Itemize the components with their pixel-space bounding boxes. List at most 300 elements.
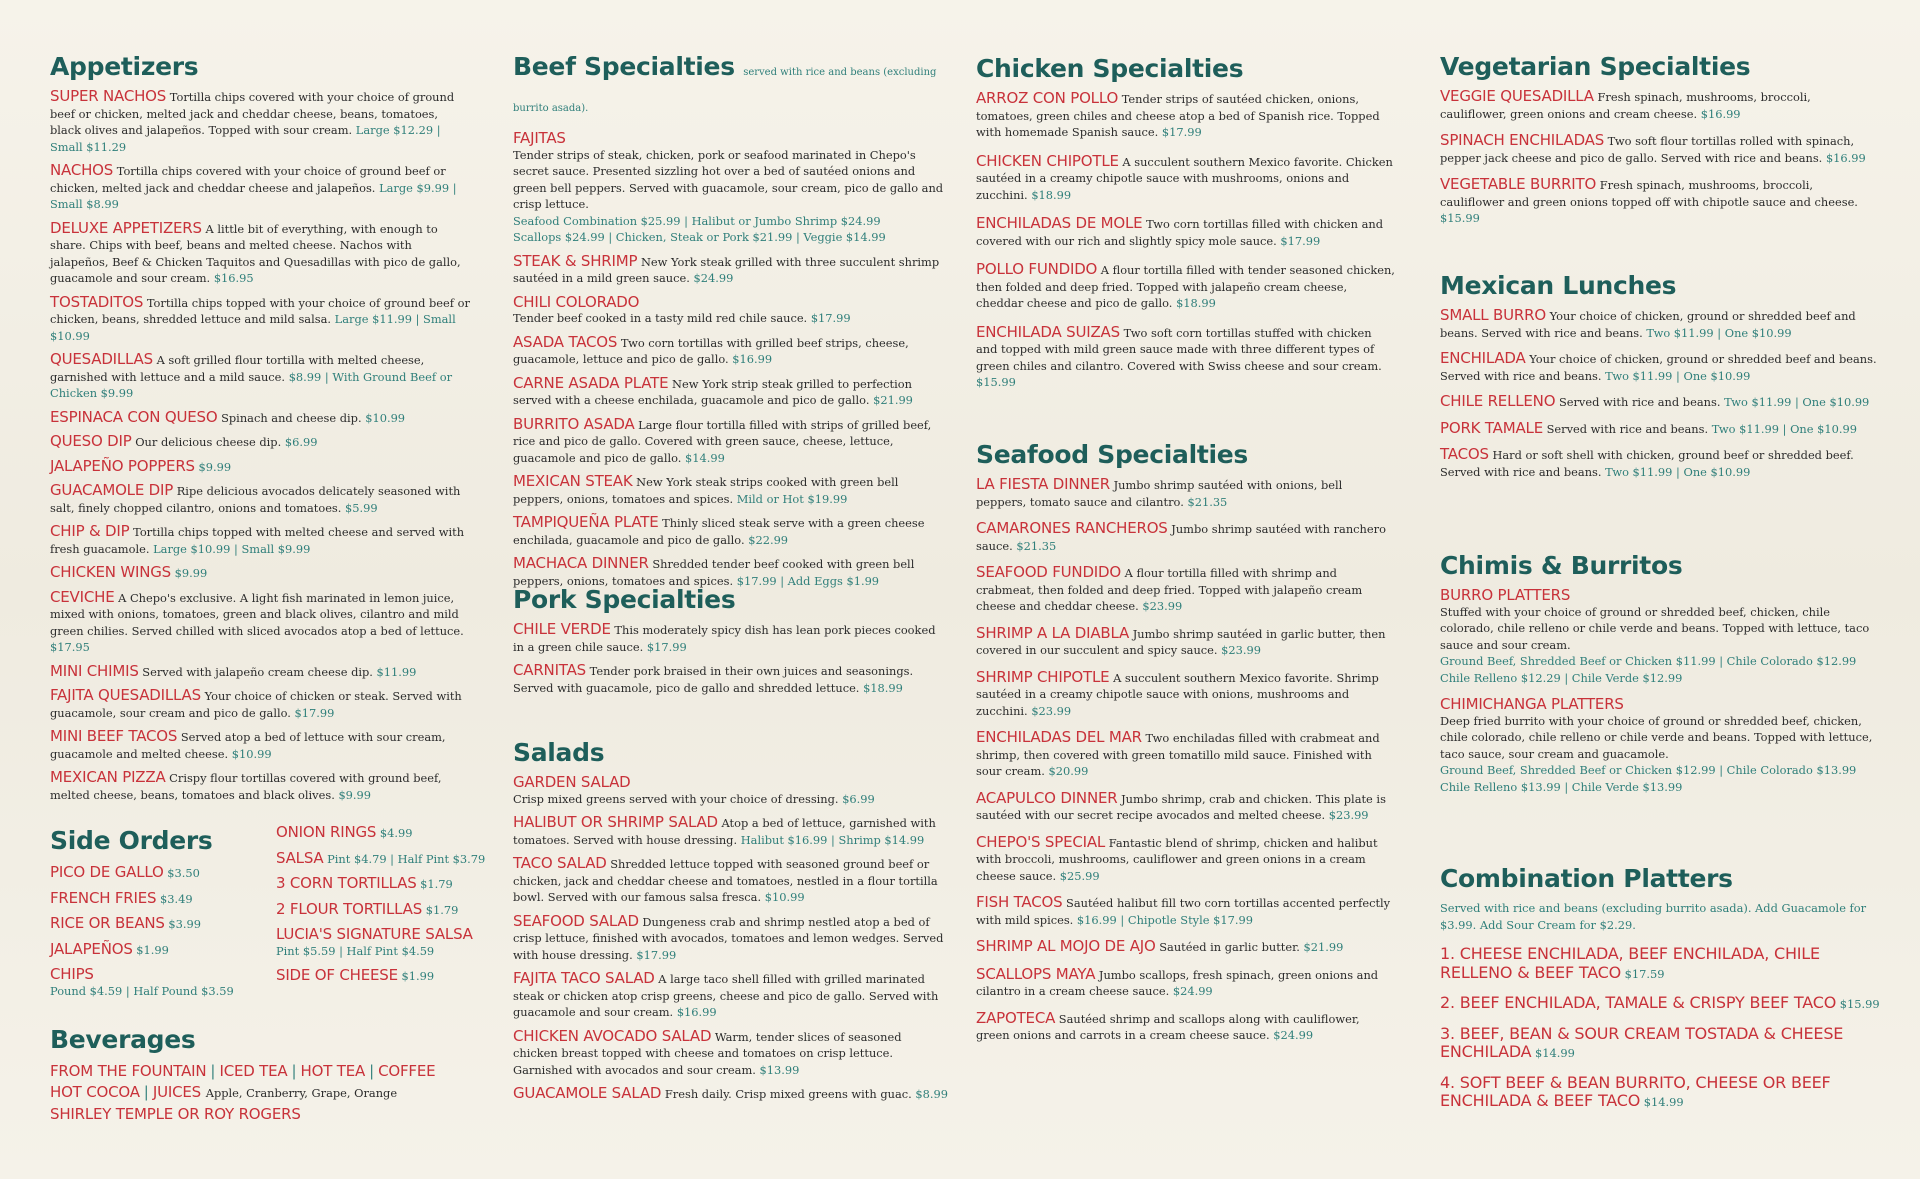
item-price: $1.79: [420, 877, 453, 891]
side-item: [276, 824, 496, 842]
item-desc: Deep fried burrito with your choice of ground or shredded beef, chicken, chile colorado, chile relleno or chile verde and beans. Topped with lettuce, taco sauce, sour cream and guacamole.: [1440, 713, 1873, 761]
item-name: CHIMICHANGA PLATTERS: [1440, 695, 1624, 713]
item-name: GUACAMOLE SALAD: [513, 1084, 662, 1102]
item-name: LA FIESTA DINNER: [976, 475, 1110, 493]
item-name: CAMARONES RANCHEROS: [976, 519, 1168, 537]
menu-item: [50, 294, 470, 345]
menu-item: [50, 589, 470, 656]
item-price: Chile Relleno $13.99 | Chile Verde $13.99: [1440, 779, 1683, 794]
item-price: $8.99 | With Ground Beef or Chicken $9.99: [50, 369, 453, 400]
item-price: $4.99: [379, 826, 413, 840]
menu-item: [1440, 176, 1880, 227]
chimis-list: [1440, 587, 1880, 795]
item-price: $15.99: [1839, 997, 1880, 1011]
menu-item: [1440, 587, 1880, 686]
item-name: ENCHILADA: [1440, 349, 1526, 367]
menu-item: [976, 476, 1396, 510]
item-desc: Crisp mixed greens served with your choice of dressing.: [513, 791, 839, 806]
item-name: GARDEN SALAD: [513, 773, 631, 791]
menu-item: [50, 409, 470, 427]
combos-section: [1440, 864, 1880, 1123]
item-desc: Served with rice and beans.: [1546, 421, 1709, 436]
item-name: CEVICHE: [50, 587, 115, 606]
item-name: QUESADILLAS: [50, 350, 153, 368]
item-price: $15.99: [1440, 211, 1480, 225]
item-name: CARNE ASADA PLATE: [513, 373, 669, 392]
chimis-section: [1440, 551, 1880, 805]
item-name: SALSA: [276, 848, 324, 867]
item-name: ACAPULCO DINNER: [976, 788, 1118, 807]
item-price: $16.99 | Chipotle Style $17.99: [1076, 912, 1253, 927]
menu-item: [1440, 88, 1880, 122]
menu-item: [513, 416, 949, 467]
item-price: $8.99: [915, 1087, 948, 1101]
item-price: $14.99: [1535, 1046, 1575, 1060]
item-name: FISH TACOS: [976, 893, 1063, 911]
item-desc: Shredded lettuce topped with seasoned ground beef or chicken, jack and cheddar cheese and tomatoes, nestled in a flour tortilla bowl. Served with our famous salsa fresca.: [513, 857, 938, 904]
beverage-fountain: FROM THE FOUNTAIN: [50, 1062, 207, 1080]
menu-item: [976, 938, 1396, 956]
item-price: $10.99: [365, 410, 406, 425]
item-desc: Two soft corn tortillas stuffed with chicken and topped with mild green sauce made with three different types of green chiles and cilantro. Covered with Swiss cheese and sour cream.: [976, 325, 1382, 373]
menu-item: [513, 970, 949, 1021]
menu-item: [50, 523, 470, 557]
item-price: $16.99: [676, 1005, 717, 1019]
item-price: $17.99: [646, 639, 687, 654]
item-name: ARROZ CON POLLO: [976, 89, 1119, 107]
item-desc: Our delicious cheese dip.: [135, 435, 282, 449]
item-name: CHICKEN WINGS: [50, 563, 171, 581]
item-name: SCALLOPS MAYA: [976, 964, 1096, 983]
menu-item: [50, 482, 470, 516]
beverage-iced-tea: ICED TEA: [219, 1062, 288, 1080]
menu-item: [1440, 446, 1880, 480]
item-price: $3.50: [167, 866, 200, 880]
item-price: $21.35: [1016, 538, 1057, 553]
beverages-title: Beverages: [50, 1025, 196, 1054]
item-desc: Fresh daily. Crisp mixed greens with guac.: [664, 1087, 912, 1101]
item-desc: Tender beef cooked in a tasty mild red chile sauce.: [513, 311, 808, 325]
menu-item: [513, 814, 949, 848]
item-desc: Large flour tortilla filled with strips of grilled beef, rice and pico de gallo. Covered with green sauce, cheese, lettuce, guacamole and pico de gallo.: [513, 417, 932, 465]
item-price: $1.99: [136, 942, 169, 957]
item-name: MACHACA DINNER: [513, 554, 649, 572]
item-name: MEXICAN PIZZA: [50, 768, 166, 786]
item-desc: A soft grilled flour tortilla with melted cheese, garnished with lettuce and a mild sauce.: [50, 353, 425, 384]
beverage-hot-cocoa: HOT COCOA: [50, 1083, 140, 1101]
item-price: $13.99: [759, 1062, 800, 1077]
beverages-section: [50, 1025, 470, 1125]
item-price: $15.99: [976, 375, 1016, 389]
vegetarian-section: [1440, 52, 1880, 237]
item-price: Mild or Hot $19.99: [736, 491, 848, 506]
item-name: CARNITAS: [513, 661, 586, 679]
item-name: FRENCH FRIES: [50, 888, 157, 907]
item-desc: Jumbo shrimp sautéed with onions, bell peppers, tomato sauce and cilantro.: [976, 478, 1343, 509]
menu-item: [513, 855, 949, 906]
item-name: CHILE RELLENO: [1440, 392, 1556, 410]
menu-item: [513, 662, 949, 696]
appetizers-list: [50, 88, 470, 803]
menu-item: [513, 1085, 949, 1103]
menu-item: [513, 473, 949, 507]
item-name: FAJITA TACO SALAD: [513, 969, 655, 987]
side-orders-right: [276, 824, 496, 993]
pork-section: [513, 585, 949, 703]
menu-item: [976, 894, 1396, 928]
item-name: QUESO DIP: [50, 432, 132, 450]
item-name: ASADA TACOS: [513, 332, 618, 351]
lunches-section: [1440, 271, 1880, 489]
item-name: JALAPEÑO POPPERS: [50, 456, 195, 475]
item-price: Two $11.99 | One $10.99: [1646, 325, 1792, 340]
beverages-line-2: HOT COCOA | JUICES Apple, Cranberry, Grape, Orange: [50, 1083, 398, 1101]
item-name: TACO SALAD: [513, 854, 607, 872]
side-item: [50, 966, 265, 999]
item-desc: Fresh spinach, mushrooms, broccoli, cauliflower and green onions topped off with chipotle sauce and cheese.: [1440, 178, 1858, 209]
menu-item: [513, 294, 949, 327]
seafood-list: [976, 476, 1396, 1044]
lunches-list: [1440, 307, 1880, 480]
combo-item: [1440, 1025, 1880, 1062]
item-desc: This moderately spicy dish has lean pork pieces cooked in a green chile sauce.: [513, 623, 936, 654]
item-price: $1.99: [401, 969, 435, 983]
menu-item: [1440, 132, 1880, 166]
side-item: [50, 864, 265, 882]
side-item: [50, 941, 265, 959]
item-price: $16.99: [1700, 106, 1741, 121]
item-desc: Tortilla chips covered with your choice of ground beef or chicken, melted jack and cheddar cheese, beans, tomatoes, black olives and jalapeños. Topped with sour cream.: [50, 90, 455, 137]
item-name: LUCIA'S SIGNATURE SALSA: [276, 925, 473, 943]
beef-note: served with rice and beans (excluding burrito asada).: [513, 67, 937, 114]
item-name: ONION RINGS: [276, 823, 377, 841]
beverage-hot-tea: HOT TEA: [300, 1062, 366, 1080]
item-name: HALIBUT OR SHRIMP SALAD: [513, 813, 718, 831]
beverage-juices-desc: Apple, Cranberry, Grape, Orange: [205, 1086, 398, 1100]
menu-item: [976, 790, 1396, 824]
menu-item: [50, 687, 470, 721]
item-name: ENCHILADAS DE MOLE: [976, 214, 1143, 232]
item-price: $23.99: [1142, 599, 1183, 613]
menu-item: [50, 728, 470, 762]
item-name: FAJITA QUESADILLAS: [50, 686, 201, 704]
beef-title: [513, 52, 949, 124]
item-price: $18.99: [1176, 296, 1216, 310]
item-desc: Thinly sliced steak serve with a green cheese enchilada, guacamole and pico de gallo.: [513, 516, 925, 547]
chimis-title: Chimis & Burritos: [1440, 551, 1683, 580]
menu-item: [50, 433, 470, 451]
item-name: SHRIMP A LA DIABLA: [976, 623, 1130, 642]
item-price: $10.99: [764, 890, 805, 904]
menu-item: [976, 625, 1396, 659]
menu-item: [50, 220, 470, 287]
item-desc: Served atop a bed of lettuce with sour cream, guacamole and melted cheese.: [50, 730, 446, 761]
item-price: Two $11.99 | One $10.99: [1724, 395, 1870, 409]
item-price: $23.99: [1328, 808, 1369, 822]
item-name: PICO DE GALLO: [50, 863, 164, 881]
menu-item: [976, 564, 1396, 615]
item-name: PORK TAMALE: [1440, 418, 1543, 437]
item-desc: Warm, tender slices of seasoned chicken breast topped with cheese and tomatoes on crisp lettuce. Garnished with avocados and sour cream.: [513, 1029, 902, 1077]
menu-item: [513, 130, 949, 246]
item-name: TAMPIQUEÑA PLATE: [513, 513, 659, 531]
item-desc: A succulent southern Mexico favorite. Shrimp sautéed in a creamy chipotle sauce with onions, mushrooms and zucchini.: [976, 670, 1379, 718]
item-price: $24.99: [1273, 1028, 1314, 1042]
item-desc: Jumbo shrimp sautéed in garlic butter, then covered in our succulent and spicy sauce.: [976, 626, 1386, 657]
seafood-section: [976, 440, 1396, 1054]
item-desc: Tender pork braised in their own juices and seasonings. Served with guacamole, pico de gallo and shredded lettuce.: [513, 664, 914, 695]
item-price: $16.99: [732, 352, 773, 366]
menu-item: [513, 621, 949, 655]
side-item: [276, 850, 496, 868]
item-price: $17.99: [1280, 233, 1321, 248]
side-item: [276, 875, 496, 893]
item-price: $9.99: [198, 459, 232, 474]
item-name: ZAPOTECA: [976, 1008, 1056, 1027]
item-name: SHRIMP AL MOJO DE AJO: [976, 937, 1156, 955]
item-price: $3.99: [168, 917, 201, 931]
item-desc: Two soft flour tortillas rolled with spinach, pepper jack cheese and pico de gallo. Served with rice and beans.: [1440, 134, 1855, 165]
item-price: Ground Beef, Shredded Beef or Chicken $11.99 | Chile Colorado $12.99: [1440, 654, 1857, 668]
menu-item: [50, 564, 470, 582]
item-price: $6.99: [284, 435, 318, 449]
item-desc: Sautéed halibut fill two corn tortillas accented perfectly with mild spices.: [976, 896, 1391, 927]
item-price: Halibut $16.99 | Shrimp $14.99: [740, 832, 925, 847]
beef-title-text: Beef Specialties: [513, 52, 735, 81]
item-desc: A little bit of everything, with enough to share. Chips with beef, beans and melted cheese. Nachos with jalapeños, Beef & Chicken Taquitos and Quesadillas with pico de gallo, guacamole and sour cream.: [50, 221, 461, 285]
combo-item: [1440, 994, 1880, 1013]
side-orders-section: [50, 823, 486, 998]
item-price: $9.99: [174, 566, 208, 580]
item-desc: Your choice of chicken, ground or shredded beef and beans. Served with rice and beans.: [1440, 309, 1856, 340]
item-name: VEGETABLE BURRITO: [1440, 175, 1597, 193]
item-desc: Two enchiladas filled with crabmeat and shrimp, then covered with green tomatillo mild sauce. Finished with sour cream.: [976, 731, 1380, 778]
side-item: [50, 915, 265, 933]
seafood-title: Seafood Specialties: [976, 440, 1248, 469]
menu-item: [976, 1010, 1396, 1044]
item-price: $18.99: [1031, 187, 1072, 202]
item-desc: Tortilla chips covered with your choice of ground beef or chicken, melted jack and cheddar cheese and jalapeños.: [50, 164, 446, 195]
item-price: Two $11.99 | One $10.99: [1711, 421, 1857, 436]
item-name: SHRIMP CHIPOTLE: [976, 667, 1110, 686]
vegetarian-title: Vegetarian Specialties: [1440, 52, 1751, 81]
pork-list: [513, 621, 949, 696]
beverage-coffee: COFFEE: [378, 1062, 436, 1080]
menu-item: [513, 253, 949, 287]
side-orders-left: [50, 864, 265, 1007]
salads-list: [513, 774, 949, 1103]
item-price: $11.99: [376, 664, 417, 679]
item-desc: A Chepo's exclusive. A light fish marinated in lemon juice, mixed with onions, tomatoes, green and black olives, cilantro and mild green chilies. Served chilled with sliced avocados atop a bed of lettuce.: [50, 590, 464, 638]
item-price: $24.99: [1172, 984, 1213, 998]
menu-item: [976, 669, 1396, 720]
item-name: 2 FLOUR TORTILLAS: [276, 899, 423, 918]
item-price: $10.99: [231, 746, 272, 761]
menu-item: [976, 834, 1396, 885]
beef-section: [513, 52, 949, 596]
item-price: $21.99: [873, 393, 913, 407]
item-name: CHILI COLORADO: [513, 292, 640, 311]
item-desc: Your choice of chicken, ground or shredded beef and beans. Served with rice and beans.: [1440, 352, 1877, 383]
item-price: Large $9.99 | Small $8.99: [50, 180, 457, 211]
item-name: POLLO FUNDIDO: [976, 260, 1098, 278]
combo-item: [1440, 1074, 1880, 1111]
item-price: $17.59: [1624, 966, 1665, 981]
item-name: VEGGIE QUESADILLA: [1440, 87, 1594, 105]
item-desc: Fresh spinach, mushrooms, broccoli, cauliflower, green onions and cream cheese.: [1440, 90, 1811, 121]
item-name: 2. BEEF ENCHILADA, TAMALE & CRISPY BEEF TACO: [1440, 993, 1837, 1012]
menu-item: [976, 153, 1396, 204]
item-desc: Your choice of chicken or steak. Served with guacamole, sour cream and pico de gallo.: [50, 689, 462, 720]
item-name: ENCHILADAS DEL MAR: [976, 728, 1142, 746]
menu-item: [1440, 307, 1880, 341]
item-price: $20.99: [1048, 764, 1089, 778]
beef-list: [513, 253, 949, 590]
item-desc: Hard or soft shell with chicken, ground beef or shredded beef. Served with rice and beans.: [1440, 448, 1854, 479]
item-price: $14.99: [1643, 1095, 1684, 1109]
beverage-juices: JUICES: [152, 1083, 201, 1101]
item-price: Pint $5.59 | Half Pint $4.59: [276, 943, 435, 958]
item-name: BURRO PLATTERS: [1440, 586, 1571, 604]
item-desc: Sautéed shrimp and scallops along with cauliflower, green onions and carrots in a cream cheese sauce.: [976, 1011, 1360, 1042]
item-price: $17.99: [294, 705, 335, 720]
item-price: $17.99: [1161, 125, 1202, 139]
item-desc: Served with jalapeño cream cheese dip.: [142, 664, 373, 679]
menu-item: [50, 458, 470, 476]
item-price: Scallops $24.99 | Chicken, Steak or Pork $21.99 | Veggie $14.99: [513, 230, 886, 244]
lunches-title: Mexican Lunches: [1440, 271, 1677, 300]
item-name: FAJITAS: [513, 129, 566, 147]
item-price: Large $12.29 | Small $11.29: [50, 123, 441, 154]
item-name: 3 CORN TORTILLAS: [276, 874, 417, 892]
item-desc: New York steak grilled with three succulent shrimp sautéed in a mild green sauce.: [513, 254, 940, 285]
menu-item: [50, 769, 470, 803]
combo-item: [1440, 945, 1880, 982]
item-name: CHIP & DIP: [50, 522, 130, 540]
menu-item: [976, 215, 1396, 249]
chicken-section: [976, 54, 1396, 403]
beverages-line-3: [50, 1104, 470, 1125]
menu-item: [50, 88, 470, 155]
menu-item: [1440, 420, 1880, 438]
menu-item: [513, 555, 949, 589]
item-desc: Ripe delicious avocados delicately seasoned with salt, finely chopped cilantro, onions and tomatoes.: [50, 484, 461, 515]
item-name: ESPINACA CON QUESO: [50, 407, 218, 426]
item-name: CHICKEN CHIPOTLE: [976, 151, 1119, 170]
item-price: $25.99: [1059, 868, 1100, 883]
item-price: $23.99: [1031, 703, 1072, 718]
item-price: $21.35: [1187, 494, 1228, 509]
item-desc: Tender strips of steak, chicken, pork or seafood marinated in Chepo's secret sauce. Presented sizzling hot over a bed of sautéed onions and green bell peppers. Served with guacamole, sour cream, pico de gallo and crisp lettuce.: [513, 147, 944, 211]
item-price: Chile Relleno $12.29 | Chile Verde $12.99: [1440, 670, 1683, 685]
menu-item: [50, 162, 470, 213]
item-name: CHILE VERDE: [513, 620, 611, 638]
chicken-title: Chicken Specialties: [976, 54, 1244, 83]
item-desc: Spinach and cheese dip.: [221, 410, 362, 425]
item-desc: New York steak strips cooked with green bell peppers, onions, tomatoes and spices.: [513, 475, 899, 506]
item-desc: New York strip steak grilled to perfection served with a cheese enchilada, guacamole and pico de gallo.: [513, 376, 912, 407]
item-desc: Fantastic blend of shrimp, chicken and halibut with broccoli, mushrooms, cauliflower and green onions in a cream cheese sauce.: [976, 835, 1378, 883]
item-name: MINI BEEF TACOS: [50, 727, 178, 745]
item-price: $16.95: [213, 271, 254, 285]
appetizers-title: Appetizers: [50, 52, 199, 81]
item-price: $1.79: [425, 902, 459, 917]
item-desc: A flour tortilla filled with tender seasoned chicken, then folded and deep fried. Topped with jalapeño cream cheese, cheddar cheese and pico de gallo.: [976, 263, 1395, 310]
item-name: SUPER NACHOS: [50, 87, 167, 105]
item-desc: Dungeness crab and shrimp nestled atop a bed of crisp lettuce, finished with avocados, tomatoes and lemon wedges. Served with house dressing.: [513, 914, 944, 962]
item-name: RICE OR BEANS: [50, 914, 165, 932]
item-desc: Jumbo scallops, fresh spinach, green onions and cilantro in a cream cheese sauce.: [976, 967, 1379, 998]
item-name: 4. SOFT BEEF & BEAN BURRITO, CHEESE OR BEEF ENCHILADA & BEEF TACO: [1440, 1072, 1831, 1110]
menu-item: [513, 375, 949, 409]
item-price: $18.99: [863, 680, 903, 695]
beverages-line-1: FROM THE FOUNTAIN | ICED TEA | HOT TEA | COFFEE: [50, 1062, 436, 1080]
item-name: SPINACH ENCHILADAS: [1440, 131, 1605, 149]
item-name: CHICKEN AVOCADO SALAD: [513, 1026, 712, 1045]
item-price: Two $11.99 | One $10.99: [1605, 368, 1751, 383]
item-price: $24.99: [693, 271, 734, 285]
item-price: $17.99 | Add Eggs $1.99: [736, 573, 880, 588]
item-name: STEAK & SHRIMP: [513, 251, 638, 270]
item-desc: Tender strips of sautéed chicken, onions, tomatoes, green chiles and cheese atop a bed of Spanish rice. Topped with homemade Spanish sauce.: [976, 92, 1380, 139]
item-desc: Shredded tender beef cooked with green bell peppers, onions, tomatoes and spices.: [513, 557, 915, 588]
item-price: $3.49: [159, 891, 193, 906]
item-name: 1. CHEESE ENCHILADA, BEEF ENCHILADA, CHILE RELLENO & BEEF TACO: [1440, 944, 1820, 982]
item-name: DELUXE APPETIZERS: [50, 218, 202, 237]
side-item: [276, 926, 496, 959]
item-desc: Stuffed with your choice of ground or shredded beef, chicken, chile colorado, chile relleno or chile verde and beans. Topped with lettuce, taco sauce and sour cream.: [1440, 604, 1870, 652]
item-name: CHIPS: [50, 965, 94, 983]
item-price: $17.99: [636, 947, 677, 962]
side-orders-title: Side Orders: [50, 826, 213, 855]
item-name: SMALL BURRO: [1440, 306, 1546, 324]
item-desc: Tortilla chips topped with your choice of ground beef or chicken, beans, shredded lettuce and mild salsa.: [50, 295, 470, 326]
item-price: $14.99: [685, 450, 725, 465]
item-price: $16.99: [1825, 150, 1866, 165]
side-item: [276, 967, 496, 985]
item-price: $23.99: [1221, 643, 1262, 657]
menu-item: [1440, 350, 1880, 384]
item-desc: Sautéed in garlic butter.: [1159, 940, 1300, 954]
item-desc: Atop a bed of lettuce, garnished with tomatoes. Served with house dressing.: [513, 816, 936, 847]
item-price: Seafood Combination $25.99 | Halibut or Jumbo Shrimp $24.99: [513, 213, 881, 228]
menu-item: [50, 663, 470, 681]
pork-title: Pork Specialties: [513, 585, 736, 614]
item-name: TOSTADITOS: [50, 292, 144, 311]
combos-list: [1440, 945, 1880, 1111]
salads-section: [513, 738, 949, 1110]
menu-item: [50, 351, 470, 402]
item-name: CHEPO'S SPECIAL: [976, 832, 1106, 851]
menu-item: [513, 774, 949, 807]
beverage-shirley-temple: SHIRLEY TEMPLE OR ROY ROGERS: [50, 1105, 301, 1123]
combos-title: Combination Platters: [1440, 864, 1733, 893]
item-name: JALAPEÑOS: [50, 939, 133, 958]
item-name: GUACAMOLE DIP: [50, 481, 174, 499]
item-price: $6.99: [842, 791, 875, 806]
item-price: $21.99: [1303, 940, 1344, 954]
item-desc: Two corn tortillas filled with chicken and covered with our rich and slightly spicy mole sauce.: [976, 217, 1384, 248]
item-name: NACHOS: [50, 161, 114, 179]
menu-item: [513, 334, 949, 368]
item-price: Large $10.99 | Small $9.99: [153, 541, 311, 556]
menu-item: [1440, 696, 1880, 795]
item-desc: Jumbo shrimp, crab and chicken. This plate is sautéed with our secret recipe avocados and melted cheese.: [976, 791, 1386, 822]
item-desc: A flour tortilla filled with shrimp and crabmeat, then folded and deep fried. Topped with jalapeño cream cheese and cheddar cheese.: [976, 566, 1363, 613]
appetizers-section: [50, 52, 470, 810]
menu-item: [976, 966, 1396, 1000]
side-item: [50, 890, 265, 908]
